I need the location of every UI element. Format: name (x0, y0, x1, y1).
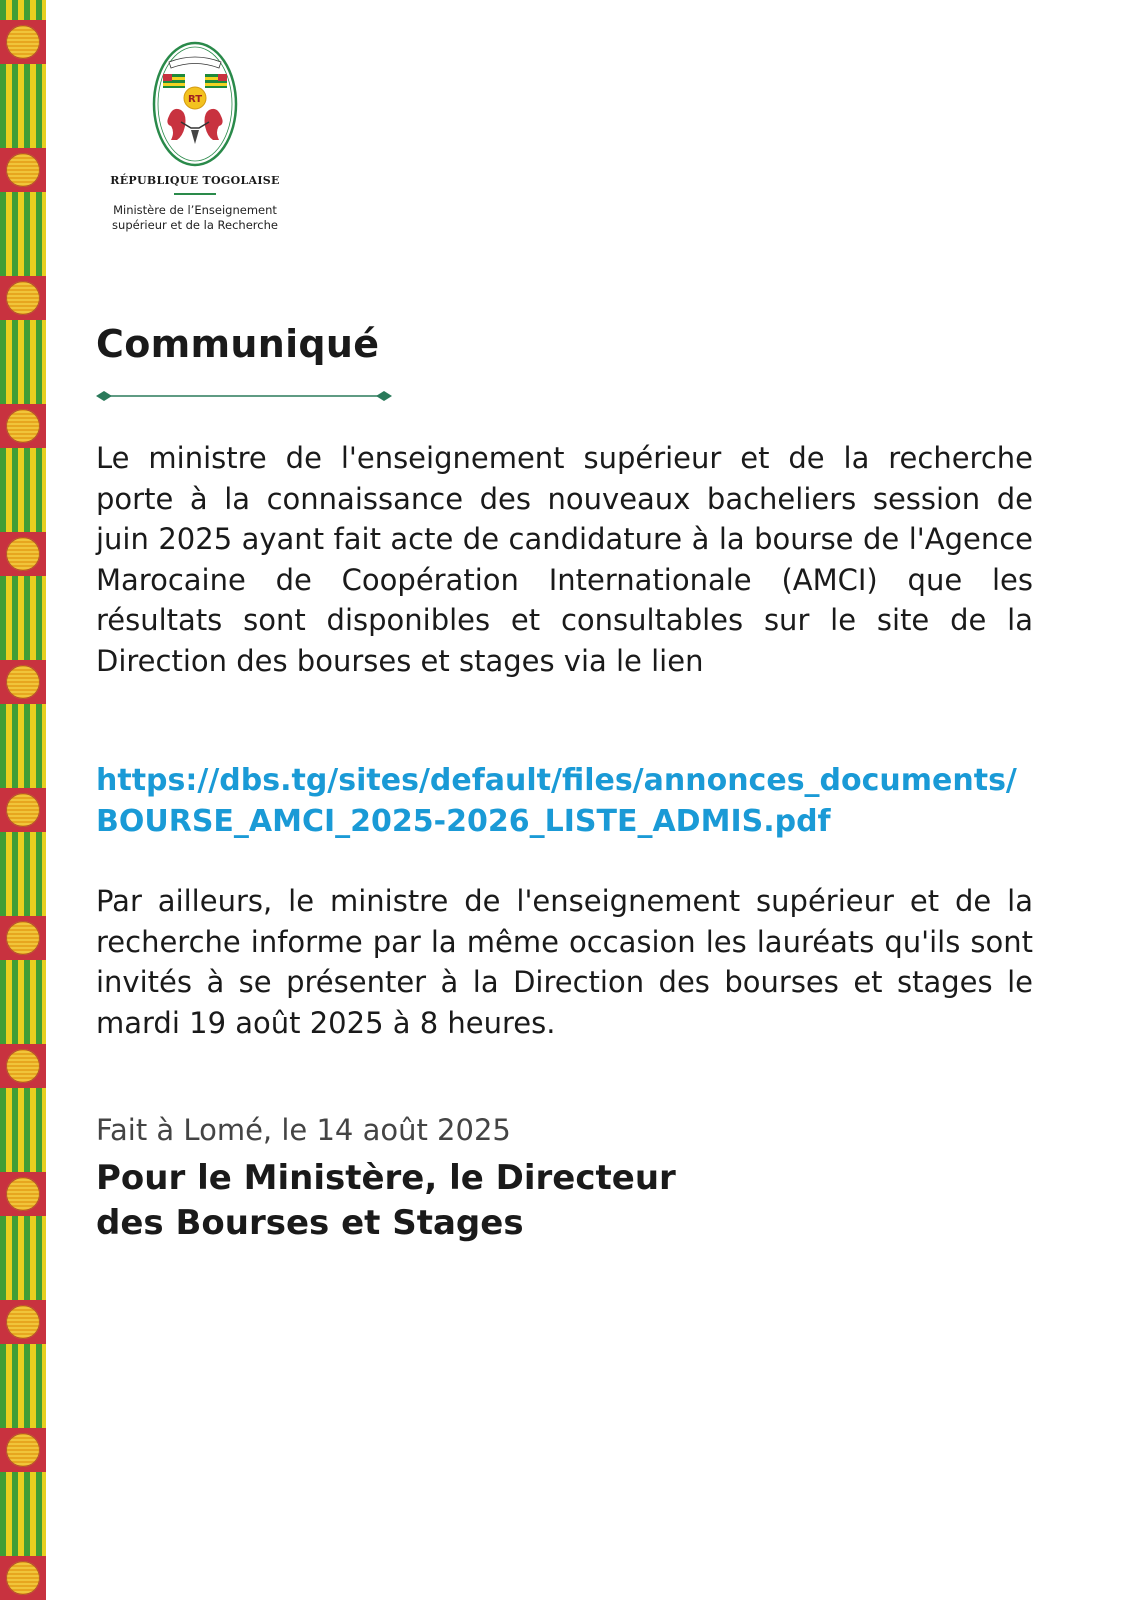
kente-motif (6, 537, 40, 571)
page-title: Communiqué (96, 322, 380, 366)
signature-line-1: Pour le Ministère, le Directeur (96, 1158, 676, 1198)
svg-text:RT: RT (187, 94, 203, 105)
kente-motif (6, 1177, 40, 1211)
diamond-line-divider (96, 386, 392, 406)
kente-motif (6, 1049, 40, 1083)
announcement-paragraph-2: Par ailleurs, le ministre de l'enseignement supérieur et de la recherche informe par la même occasion les lauréats qu'ils sont invités à se présenter à la Direction des bourses et stages le mardi 19 août 2025 à 8 heures. (96, 884, 1033, 1040)
kente-motif (6, 153, 40, 187)
togo-coat-of-arms-icon (151, 40, 239, 168)
kente-border (0, 0, 46, 1600)
place-date: Fait à Lomé, le 14 août 2025 (96, 1113, 511, 1147)
kente-motif (6, 1433, 40, 1467)
kente-motif (6, 409, 40, 443)
kente-motif (6, 1561, 40, 1595)
republic-label: RÉPUBLIQUE TOGOLAISE (110, 174, 280, 187)
ministry-name (110, 203, 280, 233)
kente-motif (6, 921, 40, 955)
kente-motif (6, 25, 40, 59)
signature-line-2: des Bourses et Stages (96, 1203, 524, 1243)
kente-motif (6, 793, 40, 827)
header-rule (174, 193, 216, 195)
ministry-line-2: supérieur et de la Recherche (112, 218, 278, 232)
signature-block (96, 1156, 796, 1246)
announcement-paragraph-1: Le ministre de l'enseignement supérieur et de la recherche porte à la connaissance des nouveaux bacheliers session de juin 2025 ayant fait acte de candidature à la bourse de l'Agence Marocaine de Coopération Internationale (AMCI) que les résultats sont disponibles et consultables sur le site de la Direction des bourses et stages via le lien (96, 441, 1033, 678)
ministry-header (110, 40, 280, 233)
results-link[interactable]: https://dbs.tg/sites/default/files/annonces_documents/BOURSE_AMCI_2025-2026_LISTE_ADMIS.pdf (96, 763, 1017, 839)
kente-motif (6, 665, 40, 699)
kente-motif (6, 281, 40, 315)
ministry-line-1: Ministère de l’Enseignement (113, 203, 277, 217)
kente-motif (6, 1305, 40, 1339)
